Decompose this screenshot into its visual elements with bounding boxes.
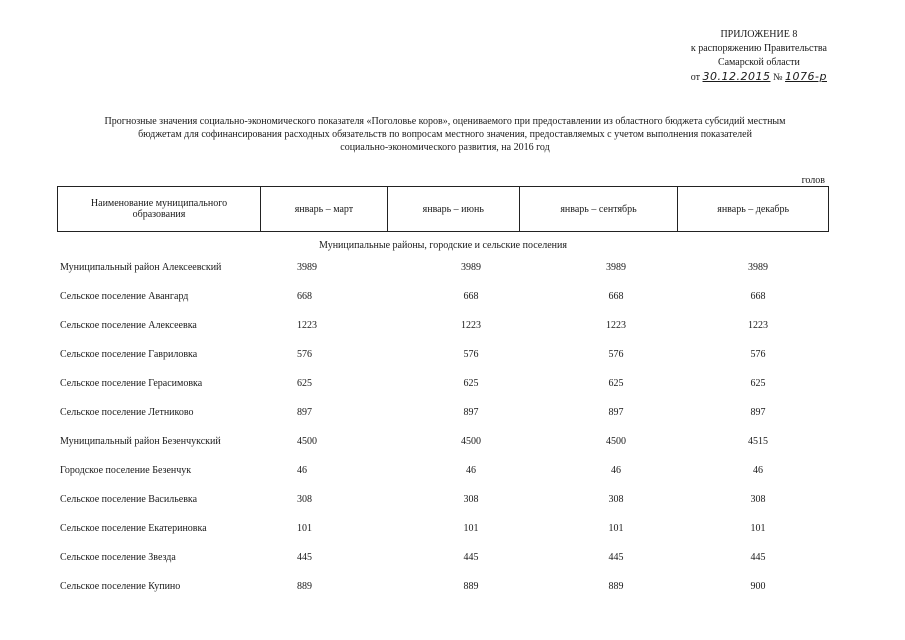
row-value-cell: 897 [608, 407, 624, 418]
row-value-cell: 4500 [297, 436, 317, 447]
section-heading: Муниципальные районы, городские и сельские поселения [319, 240, 567, 251]
row-value-cell: 3989 [297, 262, 317, 273]
row-name-cell: Муниципальный район Безенчукский [60, 436, 221, 447]
row-name-cell: Сельское поселение Звезда [60, 552, 176, 563]
row-value-cell: 3989 [748, 262, 768, 273]
row-name-cell: Сельское поселение Летниково [60, 407, 194, 418]
table-row [57, 282, 829, 311]
table-row [57, 485, 829, 514]
table-row [57, 456, 829, 485]
row-value-cell: 1223 [461, 320, 481, 331]
from-label: от [690, 72, 701, 83]
row-value-cell: 625 [608, 378, 624, 389]
row-value-cell: 445 [463, 552, 479, 563]
table-body [57, 253, 829, 601]
row-name-cell: Муниципальный район Алексеевский [60, 262, 222, 273]
appendix-date-line [691, 70, 827, 85]
row-value-cell: 889 [463, 581, 479, 592]
row-value-cell: 668 [463, 291, 479, 302]
row-value-cell: 889 [608, 581, 624, 592]
row-value-cell: 101 [463, 523, 479, 534]
table-row [57, 514, 829, 543]
header-municipality: Наименование муниципального образования [58, 187, 261, 232]
row-value-cell: 445 [297, 552, 312, 563]
row-value-cell: 46 [611, 465, 621, 476]
table-row [57, 253, 829, 282]
header-jan-jun: январь – июнь [387, 187, 519, 232]
row-value-cell: 308 [750, 494, 766, 505]
row-value-cell: 897 [750, 407, 766, 418]
row-name-cell: Городское поселение Безенчук [60, 465, 192, 476]
row-value-cell: 668 [608, 291, 624, 302]
handwritten-date: 30.12.2015 [702, 70, 771, 83]
title-line-1: Прогнозные значения социально-экономического показателя «Поголовье коров», оцениваемого при предоставлении из областного бюджета субсидий местным [104, 116, 786, 127]
row-name-cell: Сельское поселение Герасимовка [60, 378, 203, 389]
unit-label: голов [801, 175, 825, 186]
row-value-cell: 308 [297, 494, 312, 505]
handwritten-number: 1076-р [785, 70, 827, 83]
title-line-2: бюджетам для софинансирования расходных обязательств по вопросам местного значения, предоставляемых с учетом выполнения показателей [138, 129, 752, 140]
table-row [57, 543, 829, 572]
row-value-cell: 576 [608, 349, 624, 360]
row-value-cell: 897 [297, 407, 312, 418]
row-name-cell: Сельское поселение Авангард [60, 291, 189, 302]
row-value-cell: 46 [466, 465, 476, 476]
table-row [57, 311, 829, 340]
number-label: № [773, 72, 783, 83]
row-name-cell: Сельское поселение Купино [60, 581, 181, 592]
row-name-cell: Сельское поселение Екатериновка [60, 523, 207, 534]
row-value-cell: 897 [463, 407, 479, 418]
row-value-cell: 308 [608, 494, 624, 505]
appendix-title: ПРИЛОЖЕНИЕ 8 [720, 29, 798, 40]
appendix-line-2: Самарской области [717, 57, 800, 68]
row-name-cell: Сельское поселение Алексеевка [60, 320, 197, 331]
row-value-cell: 1223 [606, 320, 626, 331]
row-value-cell: 101 [297, 523, 312, 534]
header-jan-sep: январь – сентябрь [519, 187, 678, 232]
table-row [57, 572, 829, 601]
table-row [57, 369, 829, 398]
row-value-cell: 445 [750, 552, 766, 563]
table-row [57, 340, 829, 369]
document-title [60, 115, 830, 154]
row-value-cell: 625 [297, 378, 312, 389]
appendix-block [691, 28, 827, 85]
row-value-cell: 1223 [297, 320, 317, 331]
row-value-cell: 3989 [606, 262, 626, 273]
row-value-cell: 889 [297, 581, 312, 592]
row-value-cell: 308 [463, 494, 479, 505]
header-jan-dec: январь – декабрь [678, 187, 829, 232]
row-value-cell: 445 [608, 552, 624, 563]
row-value-cell: 576 [297, 349, 312, 360]
table-row [57, 427, 829, 456]
row-value-cell: 668 [297, 291, 312, 302]
title-line-3: социально-экономического развития, на 2016 год [340, 142, 550, 153]
data-table [57, 253, 829, 601]
row-value-cell: 576 [463, 349, 479, 360]
row-value-cell: 46 [297, 465, 307, 476]
row-value-cell: 4500 [461, 436, 481, 447]
row-value-cell: 101 [750, 523, 766, 534]
row-value-cell: 101 [608, 523, 624, 534]
row-value-cell: 668 [750, 291, 766, 302]
appendix-line-1: к распоряжению Правительства [690, 43, 827, 54]
row-value-cell: 3989 [461, 262, 481, 273]
row-value-cell: 46 [753, 465, 763, 476]
header-jan-mar: январь – март [261, 187, 388, 232]
table-row [57, 398, 829, 427]
row-value-cell: 576 [750, 349, 766, 360]
table-header [57, 186, 829, 232]
row-name-cell: Сельское поселение Гавриловка [60, 349, 198, 360]
row-value-cell: 625 [750, 378, 766, 389]
row-value-cell: 4500 [606, 436, 626, 447]
row-value-cell: 4515 [748, 436, 768, 447]
row-value-cell: 900 [750, 581, 766, 592]
row-value-cell: 625 [463, 378, 479, 389]
row-value-cell: 1223 [748, 320, 768, 331]
row-name-cell: Сельское поселение Васильевка [60, 494, 198, 505]
